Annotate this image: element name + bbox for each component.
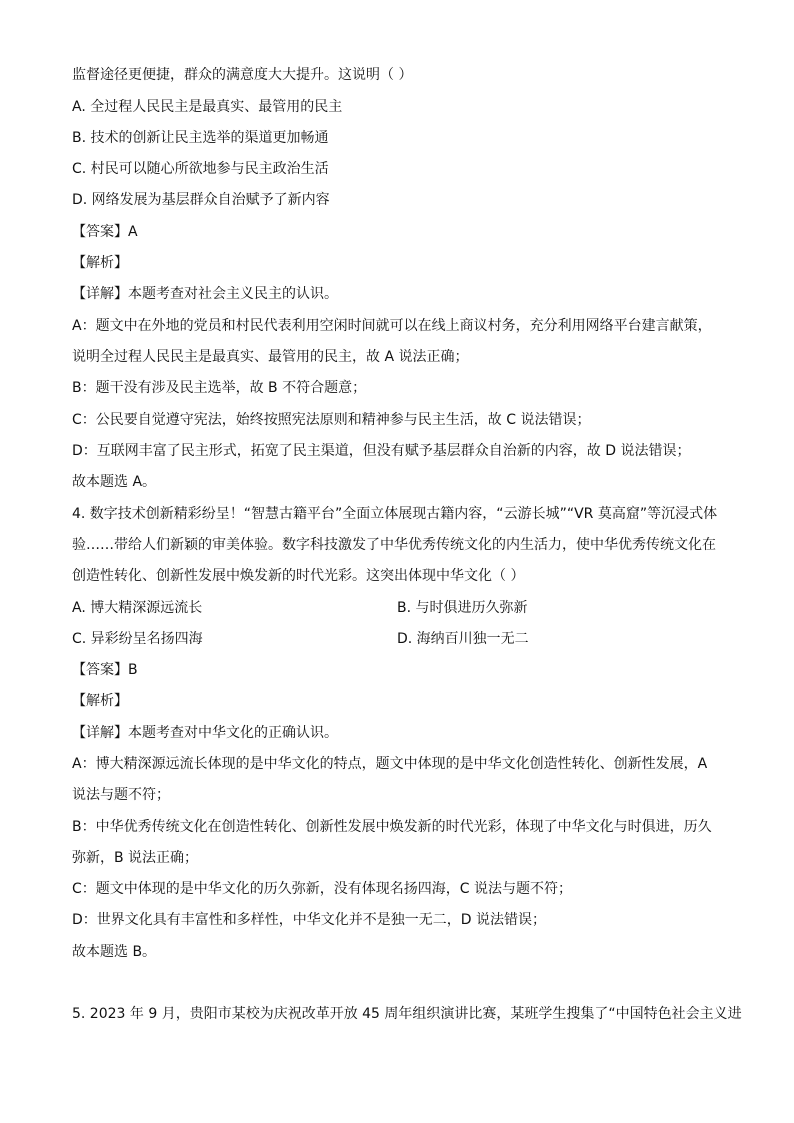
q3-explanation-line: D：互联网丰富了民主形式，拓宽了民主渠道，但没有赋予基层群众自治新的内容，故 D 说法错误； <box>72 443 691 459</box>
q3-option-b: B. 技术的创新让民主选举的渠道更加畅通 <box>72 130 329 146</box>
q4-stem-line: 验……带给人们新颖的审美体验。数字科技激发了中华优秀传统文化的内生活力，使中华优秀传统文化在 <box>72 537 716 553</box>
q5-stem-line: 5. 2023 年 9 月，贵阳市某校为庆祝改革开放 45 周年组织演讲比赛，某班学生搜集了“中国特色社会主义进 <box>72 1006 742 1022</box>
q4-explanation-line: C：题文中体现的是中华文化的历久弥新，没有体现名扬四海，C 说法与题不符； <box>72 881 572 897</box>
q4-explanation-line: A：博大精深源远流长体现的是中华文化的特点，题文中体现的是中华文化创造性转化、创新性发展，A <box>72 756 708 772</box>
q3-explanation-line: 说明全过程人民民主是最真实、最管用的民主，故 A 说法正确； <box>72 349 469 365</box>
q4-explanation-line: D：世界文化具有丰富性和多样性，中华文化并不是独一无二，D 说法错误； <box>72 912 547 928</box>
q4-explanation-line: 说法与题不符； <box>72 787 170 803</box>
q3-detail-heading: 【详解】本题考查对社会主义民主的认识。 <box>72 286 338 302</box>
q4-option-d: D. 海纳百川独一无二 <box>397 631 529 647</box>
q3-option-c: C. 村民可以随心所欲地参与民主政治生活 <box>72 161 329 177</box>
q4-stem-line: 创造性转化、创新性发展中焕发新的时代光彩。这突出体现中华文化（ ） <box>72 568 525 584</box>
q4-analysis-heading: 【解析】 <box>72 693 128 709</box>
q4-option-c: C. 异彩纷呈名扬四海 <box>72 631 203 647</box>
q4-option-b: B. 与时俱进历久弥新 <box>397 600 528 616</box>
q4-option-a: A. 博大精深源远流长 <box>72 600 203 616</box>
q3-explanation-line: A：题文中在外地的党员和村民代表利用空闲时间就可以在线上商议村务，充分利用网络平台建言献策， <box>72 318 712 334</box>
q4-conclusion: 故本题选 B。 <box>72 944 157 960</box>
q4-detail-heading: 【详解】本题考查对中华文化的正确认识。 <box>72 725 338 741</box>
q3-explanation-line: C：公民要自觉遵守宪法，始终按照宪法原则和精神参与民主生活，故 C 说法错误； <box>72 412 591 428</box>
q3-option-a: A. 全过程人民民主是最真实、最管用的民主 <box>72 99 343 115</box>
q4-stem-line: 4. 数字技术创新精彩纷呈！“智慧古籍平台”全面立体展现古籍内容，“云游长城”“VR 莫高窟”等沉浸式体 <box>72 506 718 522</box>
q3-analysis-heading: 【解析】 <box>72 255 128 271</box>
q3-explanation-line: B：题干没有涉及民主选举，故 B 不符合题意； <box>72 380 367 396</box>
q3-stem-tail: 监督途径更便捷，群众的满意度大大提升。这说明（ ） <box>72 67 413 83</box>
q3-option-d: D. 网络发展为基层群众自治赋予了新内容 <box>72 192 330 208</box>
q4-answer: 【答案】B <box>72 662 138 678</box>
q4-explanation-line: B：中华优秀传统文化在创造性转化、创新性发展中焕发新的时代光彩，体现了中华文化与时俱进，历久 <box>72 819 712 835</box>
q3-answer: 【答案】A <box>72 224 138 240</box>
q4-explanation-line: 弥新，B 说法正确； <box>72 850 199 866</box>
q3-conclusion: 故本题选 A。 <box>72 474 157 490</box>
